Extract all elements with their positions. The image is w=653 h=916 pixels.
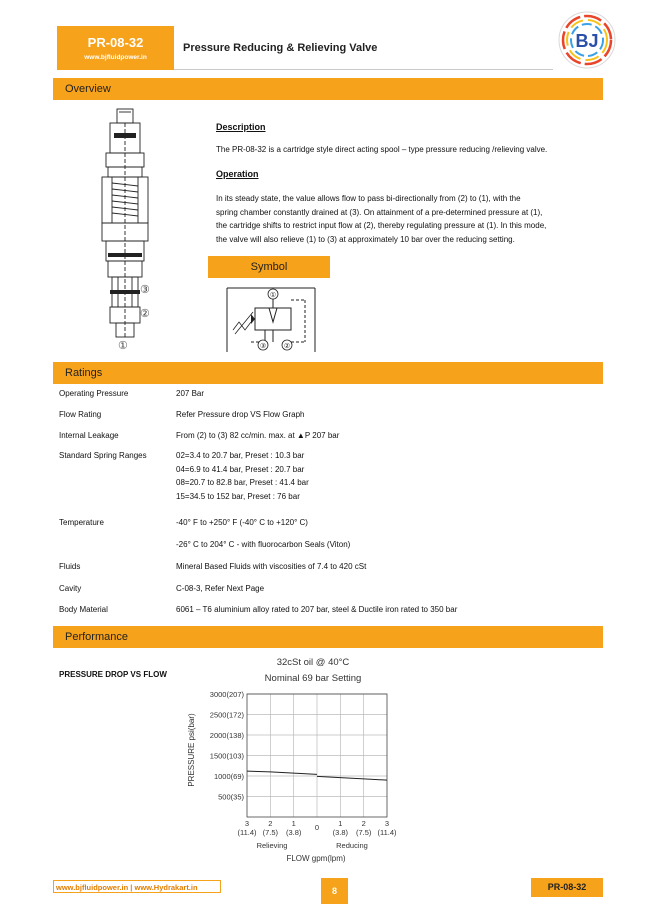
symbol-port-3: ③ <box>259 343 267 350</box>
rating-label-body-material: Body Material <box>59 605 108 614</box>
rating-label-internal-leakage: Internal Leakage <box>59 431 119 440</box>
symbol-port-1: ① <box>269 292 277 299</box>
rating-value-cavity: C-08-3, Refer Next Page <box>176 584 265 593</box>
drawing-port-1-label: ① <box>118 340 128 352</box>
rating-value-spring-range-04: 04=6.9 to 41.4 bar, Preset : 20.7 bar <box>176 465 305 474</box>
rating-value-temperature-viton: -26° C to 204° C - with fluorocarbon Seals (Viton) <box>176 540 351 549</box>
x-tick-label: 2 <box>268 819 273 828</box>
y-tick-label: 500(35) <box>218 792 244 802</box>
drawing-port-3-label: ③ <box>140 284 150 296</box>
ratings-section-header: Ratings <box>53 362 603 384</box>
rating-value-flow-rating: Refer Pressure drop VS Flow Graph <box>176 410 305 419</box>
rating-value-spring-range-02: 02=3.4 to 20.7 bar, Preset : 10.3 bar <box>176 451 305 460</box>
x-tick-sublabel: (7.5) <box>355 828 372 837</box>
performance-section-header: Performance <box>53 626 603 648</box>
footer-page-number: 8 <box>321 878 348 904</box>
y-tick-label: 3000(207) <box>209 690 244 699</box>
x-tick-label: 3 <box>384 819 390 828</box>
chart-title: 32cSt oil @ 40°C <box>276 657 350 668</box>
header-rule <box>174 69 553 70</box>
rating-label-fluids: Fluids <box>59 562 81 571</box>
y-tick-label: 1000(69) <box>213 772 244 781</box>
rating-value-spring-range-08: 08=20.7 to 82.8 bar, Preset : 41.4 bar <box>176 478 309 487</box>
chart-side-label: PRESSURE DROP VS FLOW <box>59 670 167 679</box>
rating-label-spring-ranges: Standard Spring Ranges <box>59 451 147 460</box>
overview-section-header: Overview <box>53 78 603 100</box>
rating-value-temperature: -40° F to +250° F (-40° C to +120° C) <box>176 518 308 527</box>
chart-ticks <box>210 690 397 837</box>
rating-value-operating-pressure: 207 Bar <box>176 389 205 398</box>
rating-value-body-material: 6061 – T6 aluminium alloy rated to 207 bar, steel & Ductile iron rated to 350 bar <box>176 605 458 614</box>
product-code-box <box>57 26 174 70</box>
x-tick-sublabel: (11.4) <box>377 828 397 837</box>
hydraulic-symbol <box>221 284 321 354</box>
series-line-2 <box>317 776 387 780</box>
bj-logo <box>557 10 617 70</box>
chart-y-axis-label: PRESSURE psi(bar) <box>187 713 196 787</box>
x-tick-label: 2 <box>361 819 366 828</box>
symbol-section-header: Symbol <box>208 256 330 278</box>
description-heading: Description <box>216 122 266 132</box>
x-tick-sublabel: (11.4) <box>237 828 257 837</box>
y-tick-label: 2000(138) <box>209 731 244 740</box>
operation-paragraph: In its steady state, the value allows flow to pass bi-directionally from (2) to (1), with the spring chamber constantly drained at (3). On attainment of a pre-determined pressure at (1), the cartridge shifts to restrict input flow at (2), thereby regulating pressure at (1). In this mode, the valve will also relieve (1) to (3) at approximately 10 bar over the reducing setting. <box>216 194 547 244</box>
chart-grid <box>247 694 387 817</box>
x-tick-label: 0 <box>314 823 320 832</box>
drawing-port-2-label: ② <box>140 308 150 320</box>
x-tick-label: 3 <box>244 819 250 828</box>
description-text: The PR-08-32 is a cartridge style direct acting spool – type pressure reducing /relieving valve. <box>216 145 548 154</box>
rating-label-cavity: Cavity <box>59 584 82 593</box>
x-tick-sublabel: (3.8) <box>285 828 302 837</box>
rating-value-spring-range-15: 15=34.5 to 152 bar, Preset : 76 bar <box>176 492 300 501</box>
x-group-label-reducing: Reducing <box>336 841 368 850</box>
rating-label-flow-rating: Flow Rating <box>59 410 102 419</box>
product-code: PR-08-32 <box>87 35 144 50</box>
chart-x-axis-label: FLOW gpm(lpm) <box>286 854 346 863</box>
y-tick-label: 1500(103) <box>209 751 244 761</box>
rating-label-operating-pressure: Operating Pressure <box>59 389 129 398</box>
x-tick-sublabel: (3.8) <box>332 828 349 837</box>
x-tick-label: 1 <box>291 819 296 828</box>
pressure-drop-chart <box>180 650 410 872</box>
footer-urls[interactable]: www.bjfluidpower.in | www.Hydrakart.in <box>53 880 221 893</box>
footer-product-code: PR-08-32 <box>531 878 603 897</box>
x-group-label-relieving: Relieving <box>256 841 288 850</box>
series-line-1 <box>247 771 317 774</box>
rating-label-temperature: Temperature <box>59 518 104 527</box>
rating-value-fluids: Mineral Based Fluids with viscosities of 7.4 to 420 cSt <box>176 562 367 571</box>
logo-text: BJ <box>575 31 599 51</box>
page-title: Pressure Reducing & Relieving Valve <box>183 42 378 54</box>
y-tick-label: 2500(172) <box>209 710 244 720</box>
operation-heading: Operation <box>216 169 259 179</box>
x-tick-sublabel: (7.5) <box>262 828 279 837</box>
header-url[interactable]: www.bjfluidpower.in <box>84 54 147 61</box>
symbol-port-2: ② <box>283 343 291 350</box>
chart-subtitle: Nominal 69 bar Setting <box>264 673 362 684</box>
rating-value-internal-leakage: From (2) to (3) 82 cc/min. max. at ▲P 207 bar <box>176 431 340 440</box>
x-tick-label: 1 <box>338 819 343 828</box>
cartridge-valve-drawing <box>88 103 166 353</box>
